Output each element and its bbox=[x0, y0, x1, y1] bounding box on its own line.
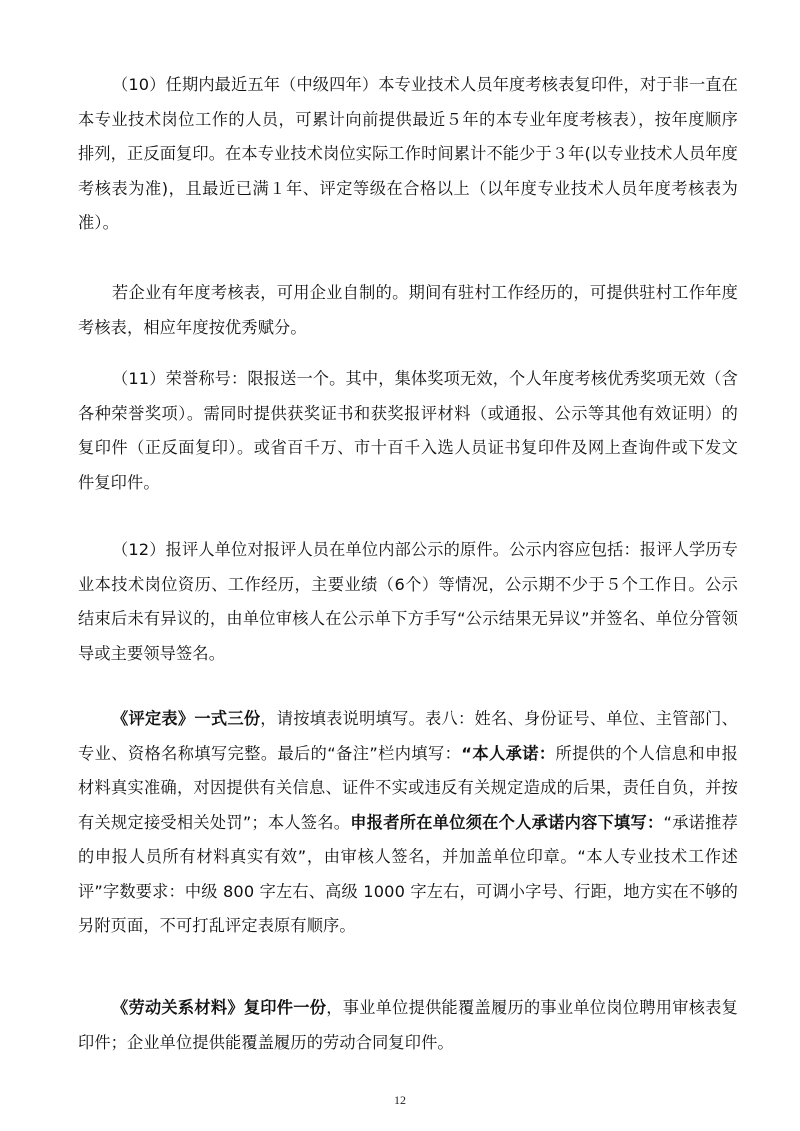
paragraph-honor-title: （11）荣誉称号：限报送一个。其中，集体奖项无效，个人年度考核优秀奖项无效（含各种荣誉奖项）。需同时提供获奖证书和获奖报评材料（或通报、公示等其他有效证明）的复印件（正反面复印）。或省百千万、市十百千入选人员证书复印件及网上查询件或下发文件复印件。 bbox=[78, 369, 738, 492]
evaluation-form-heading: 《评定表》一式三份 bbox=[112, 709, 261, 728]
unit-commitment-label: 申报者所在单位须在个人承诺内容下填写： bbox=[350, 812, 664, 832]
page-number: 12 bbox=[394, 1093, 406, 1107]
paragraph-annual-assessment: （10）任期内最近五年（中级四年）本专业技术人员年度考核表复印件，对于非一直在本专业技术岗位工作的人员，可累计向前提供最近５年的本专业年度考核表），按年度顺序排列，正反面复印。在本专业技术岗位实际工作时间累计不能少于３年(以专业技术人员年度考核表为准)，且最近已满１年、评定等级在合格以上（以年度专业技术人员年度考核表为准）。 bbox=[78, 75, 738, 232]
labor-relations-heading: 《劳动关系材料》复印件一份 bbox=[112, 998, 327, 1017]
labor-relations-text: ，事业单位提供能覆盖履历的事业单位岗位聘用审核表复印件；企业单位提供能覆盖履历的劳动合同复印件。 bbox=[78, 998, 739, 1052]
paragraph-enterprise-assessment: 若企业有年度考核表，可用企业自制的。期间有驻村工作经历的，可提供驻村工作年度考核表，相应年度按优秀赋分。 bbox=[78, 283, 738, 337]
evaluation-form-text-2: 所提供的个人信息和申报材料真实准确，对因提供有关信息、证件不实或违反有关规定造成的后果，责任自负，并按有关规定接受相关处罚”；本人签名。 bbox=[78, 743, 738, 832]
evaluation-form-text-1: ，请按填表说明填写。表八：姓名、身份证号、单位、主管部门、专业、资格名称填写完整。最后的“备注”栏内填写： bbox=[78, 709, 738, 763]
paragraph-labor-relations bbox=[78, 991, 738, 1060]
paragraph-public-notice: （12）报评人单位对报评人员在单位内部公示的原件。公示内容应包括：报评人学历专业本技术岗位资历、工作经历，主要业绩（6个）等情况，公示期不少于５个工作日。公示结束后未有异议的，由单位审核人在公示单下方手写“公示结果无异议”并签名、单位分管领导或主要领导签名。 bbox=[78, 540, 738, 663]
paragraph-evaluation-form bbox=[78, 702, 738, 944]
personal-commitment-label: “本人承诺： bbox=[461, 743, 556, 763]
evaluation-form-text-3: “承诺推荐的申报人员所有材料真实有效”，由审核人签名，并加盖单位印章。“本人专业技术工作述评”字数要求：中级 800 字左右、高级 1000 字左右，可调小字号、行距，地方实在不够的另附页面，不可打乱评定表原有顺序。 bbox=[78, 812, 738, 935]
